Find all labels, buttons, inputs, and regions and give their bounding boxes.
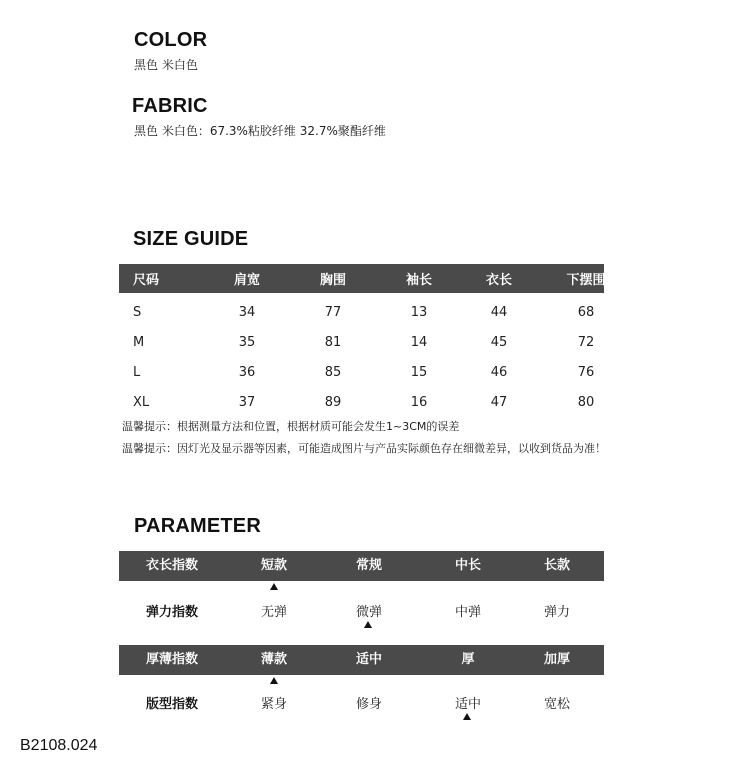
size-cell: 15 — [410, 364, 428, 380]
size-header-cell: 袖长 — [405, 273, 432, 288]
size-note-color: 温馨提示：因灯光及显示器等因素，可能造成图片与产品实际颜色存在细微差异，以收到货品为准！ — [122, 442, 606, 455]
size-cell: 72 — [577, 334, 595, 350]
size-cell: 16 — [410, 394, 428, 410]
param-option: 适中 — [355, 652, 383, 667]
size-cell: 77 — [324, 304, 342, 320]
size-cell: 34 — [238, 304, 256, 320]
param-label: 衣长指数 — [145, 558, 199, 573]
param-label: 弹力指数 — [145, 605, 199, 620]
size-table — [119, 264, 604, 417]
size-cell: 81 — [324, 334, 342, 350]
size-guide-heading: SIZE GUIDE — [133, 228, 249, 250]
size-cell: 68 — [577, 304, 595, 320]
size-header-cell: 尺码 — [133, 273, 160, 288]
size-table-header — [119, 264, 604, 293]
size-cell: 45 — [490, 334, 508, 350]
color-heading: COLOR — [134, 29, 208, 51]
size-cell: 35 — [238, 334, 256, 350]
param-option: 常规 — [355, 558, 383, 573]
table-row — [119, 327, 604, 357]
param-label: 厚薄指数 — [145, 652, 199, 667]
product-code: B2108.024 — [20, 737, 98, 754]
size-cell: XL — [133, 394, 150, 410]
selected-marker-icon — [364, 621, 372, 628]
size-note-measurement: 温馨提示：根据测量方法和位置，根据材质可能会发生1~3CM的误差 — [122, 420, 460, 433]
size-cell: M — [133, 334, 145, 350]
param-row-elasticity — [119, 589, 604, 637]
color-value: 黑色 米白色 — [134, 58, 198, 72]
param-option: 薄款 — [260, 652, 288, 667]
size-cell: S — [133, 304, 142, 320]
param-option: 厚 — [461, 652, 475, 667]
param-option: 宽松 — [543, 697, 571, 712]
parameter-table — [119, 551, 604, 726]
size-cell: 47 — [490, 394, 508, 410]
parameter-heading: PARAMETER — [134, 515, 261, 537]
size-cell: 13 — [410, 304, 428, 320]
size-cell: 85 — [324, 364, 342, 380]
param-option: 中弹 — [454, 605, 482, 620]
size-cell: 80 — [577, 394, 595, 410]
size-cell: 89 — [324, 394, 342, 410]
selected-marker-icon — [463, 713, 471, 720]
size-header-cell: 胸围 — [319, 273, 346, 288]
fabric-heading: FABRIC — [132, 95, 208, 117]
param-row-length — [119, 551, 604, 581]
param-option: 适中 — [454, 697, 482, 712]
size-cell: 44 — [490, 304, 508, 320]
param-option: 短款 — [260, 558, 288, 573]
size-header-cell: 衣长 — [485, 273, 512, 288]
param-option: 加厚 — [543, 652, 571, 667]
size-header-cell: 肩宽 — [233, 273, 260, 288]
table-row — [119, 387, 604, 417]
param-option: 弹力 — [543, 605, 571, 620]
size-cell: 14 — [410, 334, 428, 350]
size-cell: 36 — [238, 364, 256, 380]
param-row-fit — [119, 681, 604, 729]
table-row — [119, 297, 604, 327]
size-cell: 46 — [490, 364, 508, 380]
size-cell: L — [133, 364, 141, 380]
param-option: 无弹 — [260, 605, 288, 620]
size-cell: 76 — [577, 364, 595, 380]
fabric-value: 黑色 米白色：67.3%粘胶纤维 32.7%聚酯纤维 — [134, 124, 386, 138]
size-header-cell: 下摆围 — [566, 273, 606, 288]
param-option: 微弹 — [355, 605, 383, 620]
param-option: 长款 — [543, 558, 571, 573]
size-cell: 37 — [238, 394, 256, 410]
param-row-thickness — [119, 645, 604, 675]
param-option: 中长 — [454, 558, 482, 573]
param-option: 修身 — [355, 697, 383, 712]
param-label: 版型指数 — [145, 697, 199, 712]
param-option: 紧身 — [260, 697, 288, 712]
table-row — [119, 357, 604, 387]
